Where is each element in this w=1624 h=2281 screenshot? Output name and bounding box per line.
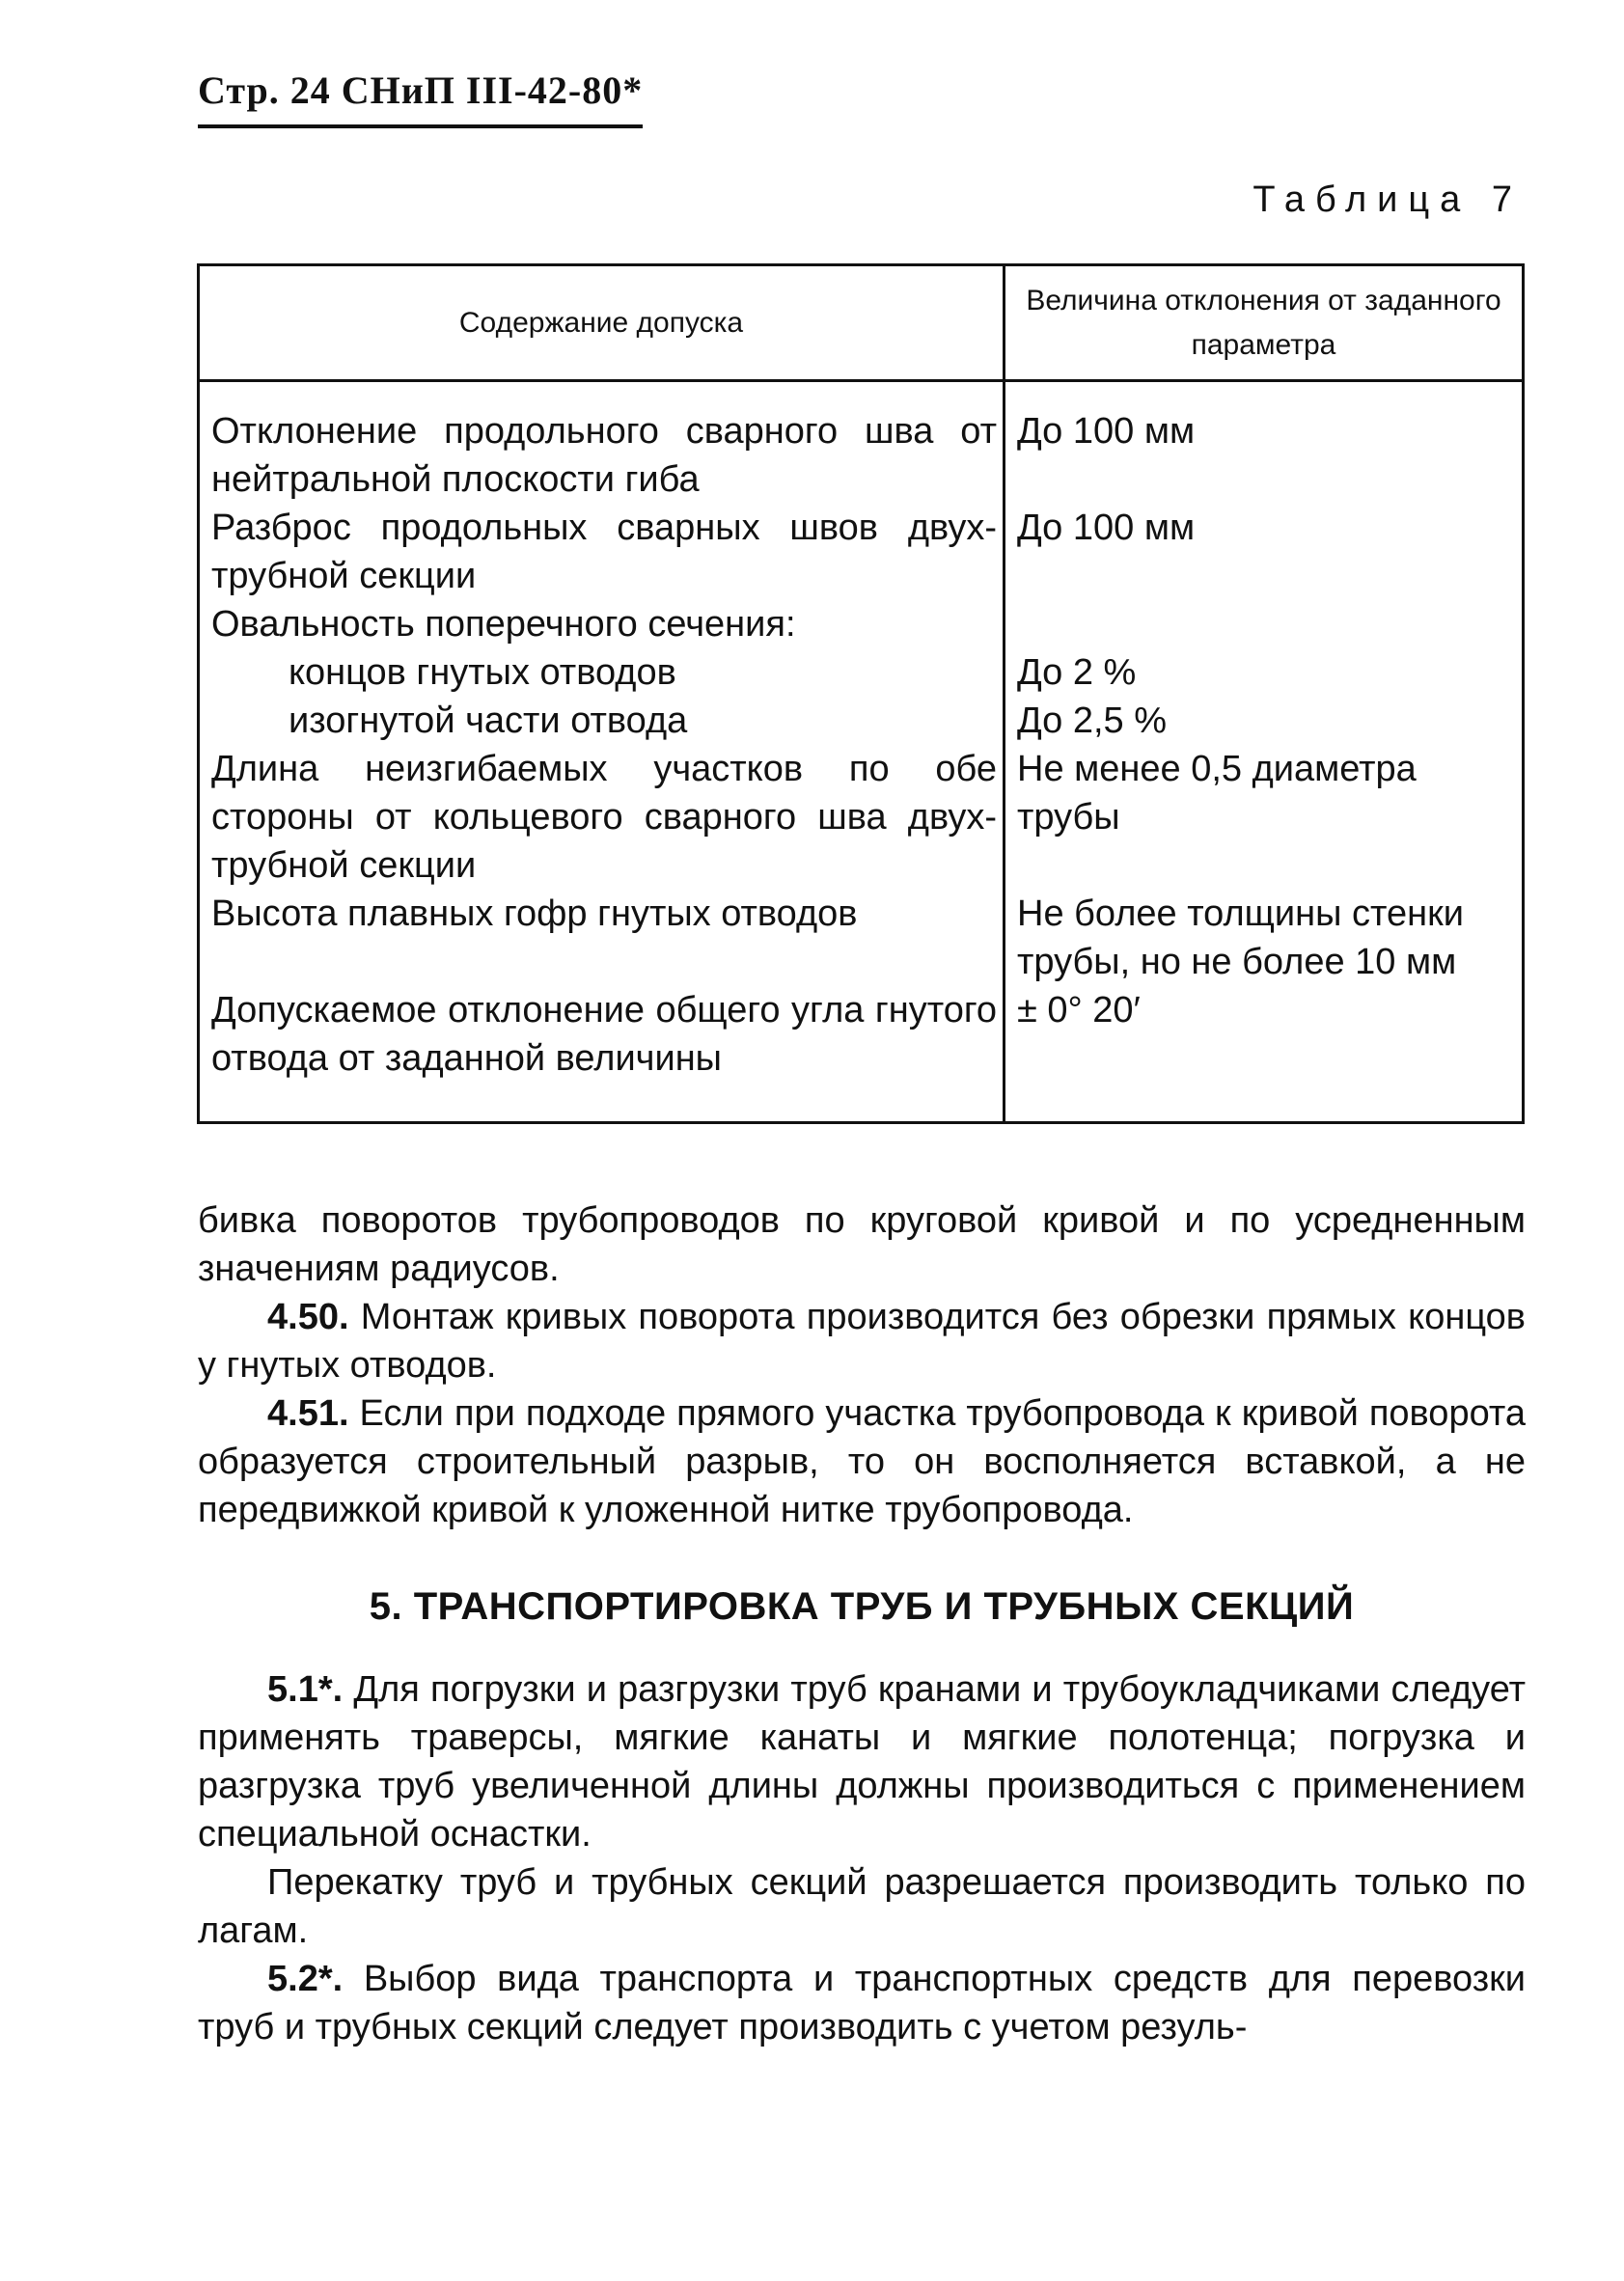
clause-number: 4.51. bbox=[267, 1393, 349, 1434]
row-content-indented: концов гнутых отводов bbox=[289, 652, 676, 693]
row-value: До 100 мм bbox=[1005, 504, 1524, 600]
row-content: Высота плавных гофр гнутых отводов bbox=[199, 890, 1005, 986]
row-content: Разброс продольных сварных швов двух-трубной секции bbox=[199, 504, 1005, 600]
clause-number: 4.50. bbox=[267, 1297, 349, 1337]
table-row bbox=[199, 381, 1524, 505]
row-content: Отклонение продольного сварного шва от нейтральной плоскости гиба bbox=[199, 381, 1005, 505]
row-content-indented: изогнутой части отвода bbox=[289, 701, 688, 741]
table-row bbox=[199, 600, 1524, 648]
row-value bbox=[1005, 600, 1524, 648]
row-value: Не менее 0,5 диаметра трубы bbox=[1005, 745, 1524, 890]
row-value: Не более толщины стенки трубы, но не более 10 мм bbox=[1005, 890, 1524, 986]
body-text bbox=[198, 1196, 1526, 2051]
paragraph: бивка поворотов трубопроводов по круговой кривой и по усредненным значениям радиусов. bbox=[198, 1200, 1526, 1289]
clause-number: 5.2*. bbox=[267, 1959, 344, 1999]
table-row bbox=[199, 697, 1524, 745]
row-content: Овальность поперечного сечения: bbox=[199, 600, 1005, 648]
paragraph: Перекатку труб и трубных секций разрешается производить только по лагам. bbox=[198, 1862, 1526, 1951]
table-caption: Таблица 7 bbox=[1252, 179, 1523, 220]
paragraph-5-2 bbox=[198, 1955, 1526, 2051]
table-row bbox=[199, 745, 1524, 890]
column-header-content: Содержание допуска bbox=[199, 265, 1005, 381]
paragraph-5-1 bbox=[198, 1665, 1526, 1858]
paragraph-4-50 bbox=[198, 1293, 1526, 1389]
section-title: 5. ТРАНСПОРТИРОВКА ТРУБ И ТРУБНЫХ СЕКЦИЙ bbox=[369, 1585, 1355, 1628]
row-content bbox=[199, 697, 1005, 745]
clause-number: 5.1*. bbox=[267, 1669, 344, 1710]
paragraph-4-51 bbox=[198, 1389, 1526, 1534]
table-row bbox=[199, 648, 1524, 697]
page-header: Стр. 24 СНиП III-42-80* bbox=[198, 68, 643, 128]
paragraph-text: Выбор вида транспорта и транспортных средств для перевозки труб и трубных секций следует производить с учетом резуль- bbox=[198, 1959, 1526, 2047]
tolerance-table bbox=[197, 263, 1525, 1124]
column-header-value: Величина отклонения от заданного параметра bbox=[1005, 265, 1524, 381]
row-content: Допускаемое отклонение общего угла гнутого отвода от заданной величины bbox=[199, 986, 1005, 1123]
table-header-row bbox=[199, 265, 1524, 381]
row-content: Длина неизгибаемых участков по обе стороны от кольцевого сварного шва двух-трубной секции bbox=[199, 745, 1005, 890]
row-value: До 2 % bbox=[1005, 648, 1524, 697]
paragraph-text: Монтаж кривых поворота производится без обрезки прямых концов у гнутых отводов. bbox=[198, 1297, 1526, 1386]
row-value: До 2,5 % bbox=[1005, 697, 1524, 745]
paragraph-text: Для погрузки и разгрузки труб кранами и трубоукладчиками следует применять траверсы, мягкие канаты и мягкие полотенца; погрузка и разгрузка труб увеличенной длины должны производиться с применением специальной оснастки. bbox=[198, 1669, 1526, 1855]
table-row bbox=[199, 890, 1524, 986]
row-value: До 100 мм bbox=[1005, 381, 1524, 505]
row-value: ± 0° 20′ bbox=[1005, 986, 1524, 1123]
table-row bbox=[199, 504, 1524, 600]
paragraph-text: Если при подходе прямого участка трубопровода к кривой поворота образуется строительный разрыв, то он восполняется вставкой, а не передвижкой кривой к уложенной нитке трубопровода. bbox=[198, 1393, 1526, 1530]
table-row bbox=[199, 986, 1524, 1123]
row-content bbox=[199, 648, 1005, 697]
